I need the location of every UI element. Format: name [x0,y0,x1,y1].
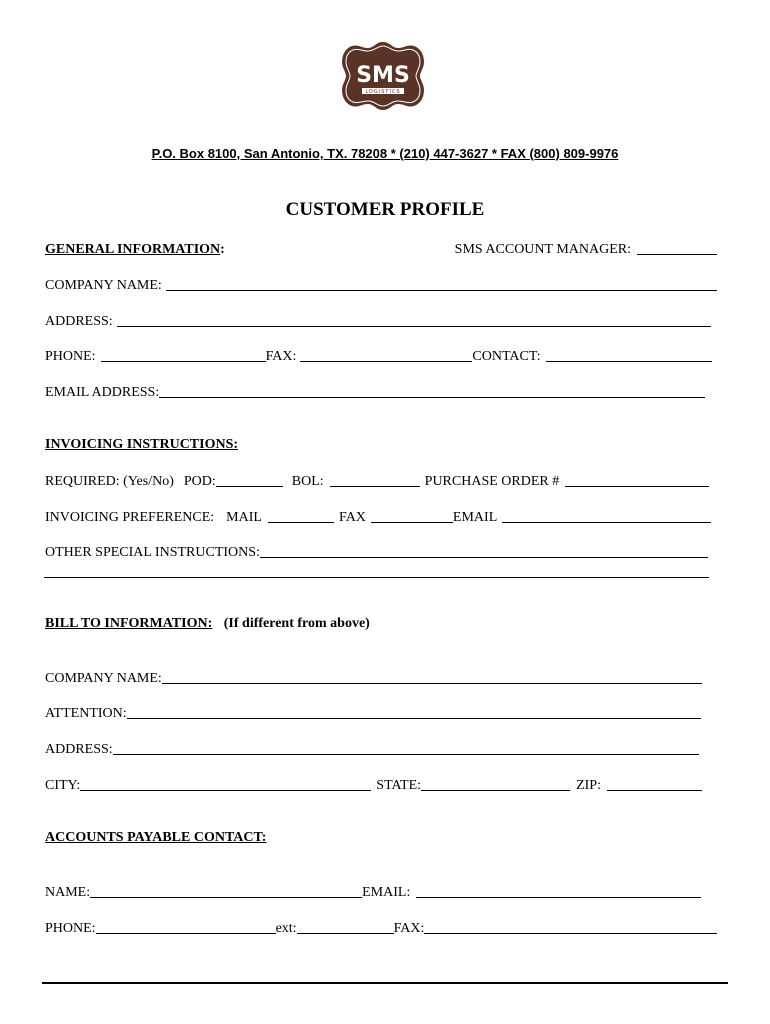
email-row [45,383,717,401]
purchase-order-label: PURCHASE ORDER # [424,474,560,489]
bill-to-heading: BILL TO INFORMATION: (If different from above) [45,616,370,631]
state-label: STATE: [376,778,422,793]
ap-phone-fax-row [45,919,717,937]
attention-row [45,704,717,722]
attention-field[interactable] [127,705,701,719]
invoice-email-field[interactable] [502,509,711,523]
ap-email-label: EMAIL: [362,885,411,900]
purchase-order-field[interactable] [565,473,709,487]
phone-fax-contact-row [45,347,717,365]
ap-name-label: NAME: [45,885,91,900]
address-label: ADDRESS: [45,314,113,329]
ap-ext-label: ext: [275,921,297,936]
state-field[interactable] [421,777,570,791]
city-field[interactable] [80,777,371,791]
ap-phone-field[interactable] [96,920,276,934]
invoicing-instructions-heading: INVOICING INSTRUCTIONS: [45,437,239,452]
zip-field[interactable] [607,777,702,791]
special-instructions-label: OTHER SPECIAL INSTRUCTIONS: [45,545,260,560]
ap-email-field[interactable] [416,884,701,898]
ap-fax-field[interactable] [424,920,717,934]
logo-subtext: LOGISTICS [365,89,401,95]
page-title: CUSTOMER PROFILE [285,199,485,220]
address-row [45,312,717,330]
accounts-payable-heading: ACCOUNTS PAYABLE CONTACT: [45,830,267,845]
bill-company-name-row [45,669,717,687]
general-information-heading: GENERAL INFORMATION: [45,242,225,257]
company-address: P.O. Box 8100, San Antonio, TX. 78208 * (210) 447-3627 * FAX (800) 809-9976 [151,146,619,161]
pod-label: POD: [183,474,216,489]
bill-address-row [45,740,717,758]
city-label: CITY: [45,778,81,793]
logo-text: SMS [356,63,410,88]
bol-label: BOL: [291,474,324,489]
email-address-label: EMAIL ADDRESS: [45,385,160,400]
sms-logo [338,40,428,112]
zip-label: ZIP: [576,778,601,793]
general-information-row [45,240,717,258]
account-manager-field[interactable] [637,241,717,255]
city-state-zip-row [45,776,717,794]
special-instructions-row [45,543,717,561]
bill-company-name-label: COMPANY NAME: [45,671,162,686]
bill-address-field[interactable] [113,741,699,755]
invoice-fax-label: FAX [338,510,366,525]
company-name-row [45,276,717,294]
special-instructions-field[interactable] [260,544,708,558]
company-name-field[interactable] [166,277,717,291]
mail-label: MAIL [226,510,262,525]
company-name-label: COMPANY NAME: [45,278,162,293]
invoicing-required-row [45,472,717,490]
contact-field[interactable] [546,348,712,362]
ap-ext-field[interactable] [297,920,394,934]
special-instructions-extra-line[interactable] [44,577,709,578]
invoicing-preference-label: INVOICING PREFERENCE: [45,510,215,525]
contact-label: CONTACT: [472,349,541,364]
fax-field[interactable] [300,348,472,362]
phone-label: PHONE: [45,349,96,364]
bol-field[interactable] [330,473,420,487]
pod-field[interactable] [216,473,283,487]
ap-fax-label: FAX: [393,921,425,936]
account-manager-label: SMS ACCOUNT MANAGER: [454,242,631,257]
ap-phone-label: PHONE: [45,921,96,936]
address-field[interactable] [117,313,711,327]
phone-field[interactable] [101,348,266,362]
invoice-email-label: EMAIL [452,510,498,525]
email-address-field[interactable] [159,384,705,398]
fax-label: FAX: [265,349,297,364]
bill-company-name-field[interactable] [162,670,702,684]
bill-address-label: ADDRESS: [45,742,113,757]
mail-field[interactable] [268,509,334,523]
invoicing-preference-row [45,508,717,526]
ap-name-field[interactable] [90,884,362,898]
bill-to-note: (If different from above) [223,616,370,631]
required-label: REQUIRED: (Yes/No) [45,474,174,489]
attention-label: ATTENTION: [45,706,127,721]
ap-name-email-row [45,883,717,901]
invoice-fax-field[interactable] [371,509,453,523]
bottom-divider [42,982,728,984]
